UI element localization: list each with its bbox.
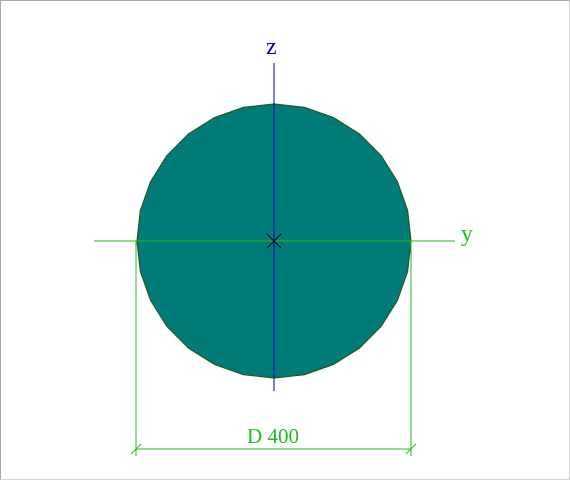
dimension-label: D 400: [247, 424, 299, 448]
z-axis-label: z: [266, 34, 277, 60]
y-axis-label: y: [461, 221, 473, 247]
section-drawing: [1, 1, 570, 481]
